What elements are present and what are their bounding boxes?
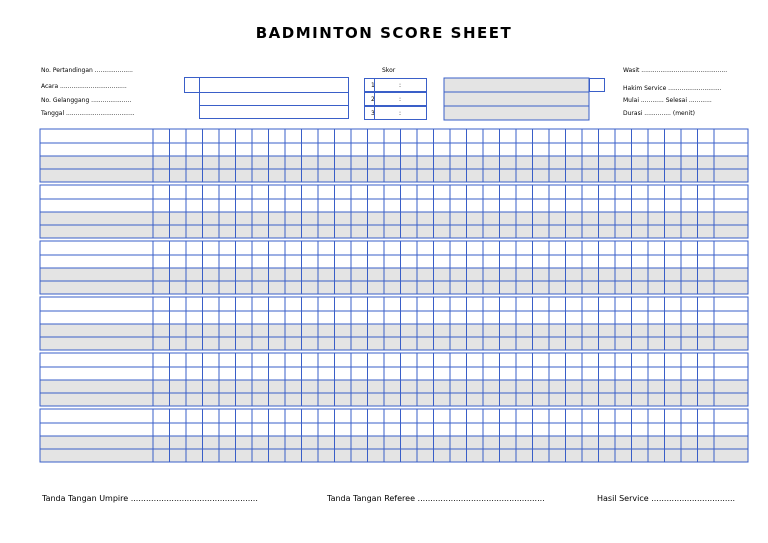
game-1-separator: :: [399, 82, 402, 89]
start-end-label: Mulai ............ Selesai ............: [623, 97, 712, 104]
game-3-separator: :: [399, 110, 402, 117]
event-label: Acara ...................................: [41, 83, 127, 90]
game-3-number: 3: [371, 110, 375, 117]
service-result-label: Hasil Service .................................: [597, 494, 736, 503]
score-label: Skor: [382, 67, 396, 74]
game-2-separator: :: [399, 96, 402, 103]
service-judge-label: Hakim Service ............................: [623, 85, 722, 92]
court-number-label: No. Gelanggang .....................: [41, 97, 132, 104]
duration-label: Durasi .............. (menit): [623, 110, 695, 117]
referee-signature-label: Tanda Tangan Referee ..................................................: [327, 494, 545, 503]
umpire-signature-label: Tanda Tangan Umpire ..................................................: [42, 494, 258, 503]
umpire-label: Wasit .............................................: [623, 67, 728, 74]
game-1-number: 1: [371, 82, 375, 89]
date-label: Tanggal ....................................: [41, 110, 135, 117]
match-number-label: No. Pertandingan ....................: [41, 67, 133, 74]
page-title: BADMINTON SCORE SHEET: [255, 24, 513, 42]
game-2-number: 2: [371, 96, 375, 103]
